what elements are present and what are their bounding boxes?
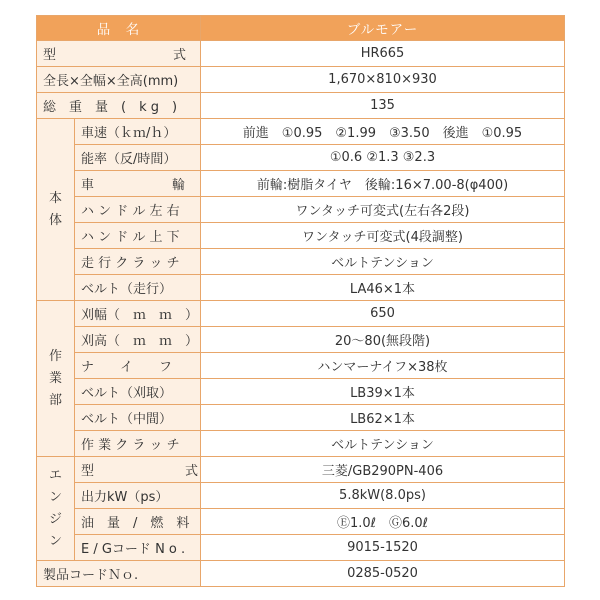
table-row <box>37 301 565 327</box>
table-row <box>37 275 565 301</box>
table-row <box>37 223 565 249</box>
row-label: ベルト（走行） <box>75 275 201 301</box>
product-name-header: ブルモアー <box>201 16 565 41</box>
row-label: ハ ン ド ル 左 右 <box>75 197 201 223</box>
spec-table <box>36 15 565 587</box>
row-label: 油 量 / 燃 料 <box>75 509 201 535</box>
section-label-body: 本 体 <box>37 119 75 301</box>
table-row <box>37 431 565 457</box>
row-label: 作 業 ク ラ ッ チ <box>75 431 201 457</box>
row-value: ①0.6 ②1.3 ③2.3 <box>201 145 565 171</box>
row-label: E / Gコード N o . <box>75 535 201 561</box>
table-row-dimensions <box>37 67 565 93</box>
row-value: HR665 <box>201 41 565 67</box>
table-row <box>37 405 565 431</box>
table-row <box>37 457 565 483</box>
row-value: 135 <box>201 93 565 119</box>
row-label: 走 行 ク ラ ッ チ <box>75 249 201 275</box>
row-label: 車 輪 <box>75 171 201 197</box>
row-value: 三菱/GB290PN-406 <box>201 457 565 483</box>
table-row-weight <box>37 93 565 119</box>
row-value: 9015-1520 <box>201 535 565 561</box>
table-row <box>37 509 565 535</box>
table-row <box>37 353 565 379</box>
item-name-header: 品 名 <box>37 16 201 41</box>
table-row <box>37 379 565 405</box>
row-label: ベルト（中間） <box>75 405 201 431</box>
row-label: 型 式 <box>75 457 201 483</box>
row-value: ワンタッチ可変式(4段調整) <box>201 223 565 249</box>
table-row <box>37 483 565 509</box>
row-label: ハ ン ド ル 上 下 <box>75 223 201 249</box>
row-label: ベルト（刈取） <box>75 379 201 405</box>
spec-table-container <box>36 15 564 587</box>
table-row <box>37 171 565 197</box>
row-label: 型 式 <box>37 41 201 67</box>
table-row <box>37 535 565 561</box>
table-row <box>37 119 565 145</box>
row-value: LB62×1本 <box>201 405 565 431</box>
row-value: ベルトテンション <box>201 249 565 275</box>
row-label: 製品コードＮｏ. <box>37 561 201 587</box>
row-label: 刈高（ ｍ ｍ ） <box>75 327 201 353</box>
row-value: 20～80(無段階) <box>201 327 565 353</box>
row-label: 能率（反/時間） <box>75 145 201 171</box>
row-value: ハンマーナイフ×38枚 <box>201 353 565 379</box>
row-label: 車速（ｋｍ/ｈ） <box>75 119 201 145</box>
table-row <box>37 327 565 353</box>
row-label: 出力kW（ps） <box>75 483 201 509</box>
table-row-product-code <box>37 561 565 587</box>
row-label: ナ イ フ <box>75 353 201 379</box>
table-row-model <box>37 41 565 67</box>
row-value: LA46×1本 <box>201 275 565 301</box>
section-label-work: 作 業 部 <box>37 301 75 457</box>
table-row <box>37 197 565 223</box>
row-label: 全長×全幅×全高(mm) <box>37 67 201 93</box>
table-header-row <box>37 16 565 41</box>
row-value: 1,670×810×930 <box>201 67 565 93</box>
row-value: ワンタッチ可変式(左右各2段) <box>201 197 565 223</box>
table-row <box>37 145 565 171</box>
section-label-engine: エ ン ジ ン <box>37 457 75 561</box>
row-value: 前輪:樹脂タイヤ 後輪:16×7.00-8(φ400) <box>201 171 565 197</box>
row-value: 650 <box>201 301 565 327</box>
row-value: 5.8kW(8.0ps) <box>201 483 565 509</box>
row-label: 刈幅（ ｍ ｍ ） <box>75 301 201 327</box>
row-label: 総 重 量 ( k g ) <box>37 93 201 119</box>
row-value: Ⓔ1.0ℓ Ⓖ6.0ℓ <box>201 509 565 535</box>
row-value: 0285-0520 <box>201 561 565 587</box>
row-value: 前進 ①0.95 ②1.99 ③3.50 後進 ①0.95 <box>201 119 565 145</box>
table-row <box>37 249 565 275</box>
row-value: ベルトテンション <box>201 431 565 457</box>
row-value: LB39×1本 <box>201 379 565 405</box>
